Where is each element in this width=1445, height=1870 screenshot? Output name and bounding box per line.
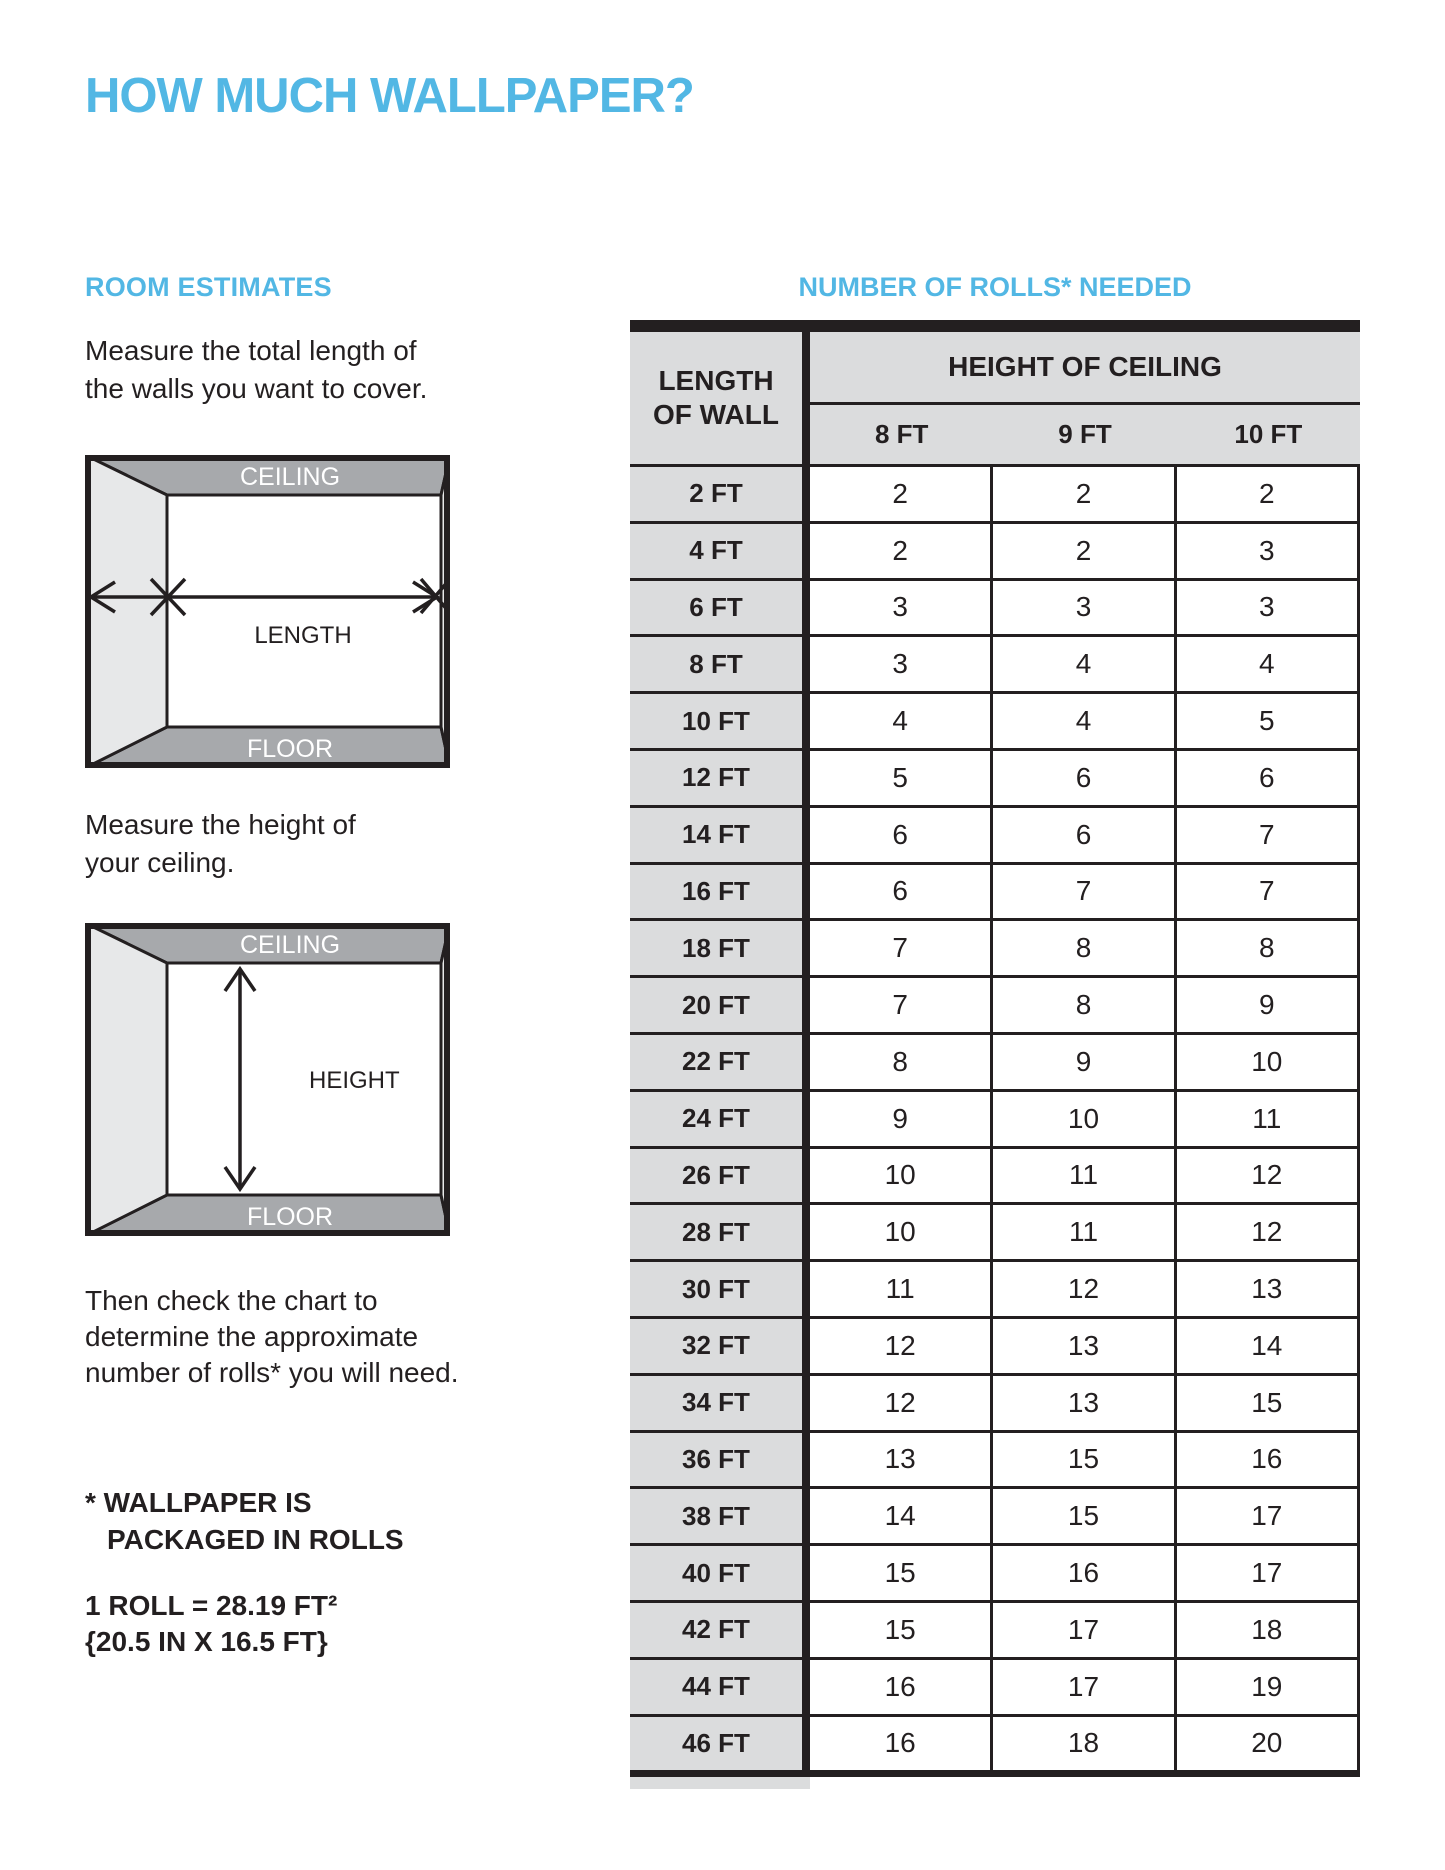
cell-10ft: 5 bbox=[1177, 694, 1360, 748]
cell-8ft: 2 bbox=[810, 524, 993, 578]
height-of-ceiling-header bbox=[810, 332, 1360, 464]
column-header-8ft: 8 FT bbox=[874, 419, 929, 449]
length-of-wall-line: LENGTH bbox=[658, 365, 774, 396]
cell-9ft: 8 bbox=[993, 921, 1176, 975]
table-header bbox=[630, 332, 1360, 464]
row-label: 10 FT bbox=[630, 694, 810, 748]
column-header-10ft: 10 FT bbox=[1234, 419, 1303, 449]
table-row bbox=[630, 1316, 1360, 1373]
cell-9ft: 12 bbox=[993, 1262, 1176, 1316]
cell-8ft: 13 bbox=[810, 1433, 993, 1487]
table-row bbox=[630, 918, 1360, 975]
table-row bbox=[630, 1543, 1360, 1600]
table-row bbox=[630, 1202, 1360, 1259]
table-row bbox=[630, 1600, 1360, 1657]
cell-8ft: 15 bbox=[810, 1603, 993, 1657]
cell-9ft: 13 bbox=[993, 1376, 1176, 1430]
rolls-footnote bbox=[85, 1484, 404, 1558]
cell-9ft: 17 bbox=[993, 1660, 1176, 1714]
table-row bbox=[630, 578, 1360, 635]
cell-9ft: 13 bbox=[993, 1319, 1176, 1373]
instruction-line: number of rolls* you will need. bbox=[85, 1357, 459, 1388]
cell-10ft: 7 bbox=[1177, 865, 1360, 919]
cell-9ft: 11 bbox=[993, 1149, 1176, 1203]
cell-8ft: 14 bbox=[810, 1489, 993, 1543]
ceiling-label: CEILING bbox=[239, 463, 341, 491]
cell-8ft: 11 bbox=[810, 1262, 993, 1316]
table-row bbox=[630, 521, 1360, 578]
cell-8ft: 5 bbox=[810, 751, 993, 805]
table-gray-tab bbox=[630, 1777, 810, 1789]
row-label: 22 FT bbox=[630, 1035, 810, 1089]
row-label: 42 FT bbox=[630, 1603, 810, 1657]
height-of-ceiling-label: HEIGHT OF CEILING bbox=[810, 332, 1360, 405]
column-header-9ft: 9 FT bbox=[1058, 419, 1112, 449]
table-row bbox=[630, 862, 1360, 919]
cell-9ft: 6 bbox=[993, 808, 1176, 862]
room-length-diagram bbox=[85, 455, 450, 768]
cell-8ft: 7 bbox=[810, 978, 993, 1032]
cell-9ft: 15 bbox=[993, 1489, 1176, 1543]
table-body bbox=[630, 464, 1360, 1770]
cell-10ft: 15 bbox=[1177, 1376, 1360, 1430]
cell-8ft: 12 bbox=[810, 1376, 993, 1430]
table-row bbox=[630, 1089, 1360, 1146]
cell-9ft: 17 bbox=[993, 1603, 1176, 1657]
cell-9ft: 2 bbox=[993, 467, 1176, 521]
table-row bbox=[630, 1657, 1360, 1714]
table-row bbox=[630, 634, 1360, 691]
instruction-line: Measure the height of bbox=[85, 809, 356, 840]
table-row bbox=[630, 464, 1360, 521]
table-row bbox=[630, 1373, 1360, 1430]
cell-8ft: 3 bbox=[810, 637, 993, 691]
cell-8ft: 12 bbox=[810, 1319, 993, 1373]
length-of-wall-header bbox=[630, 332, 810, 464]
cell-8ft: 9 bbox=[810, 1092, 993, 1146]
cell-8ft: 16 bbox=[810, 1660, 993, 1714]
cell-9ft: 8 bbox=[993, 978, 1176, 1032]
row-label: 28 FT bbox=[630, 1205, 810, 1259]
table-top-bar bbox=[630, 320, 1360, 332]
table-row bbox=[630, 1430, 1360, 1487]
cell-10ft: 20 bbox=[1177, 1717, 1360, 1771]
cell-9ft: 15 bbox=[993, 1433, 1176, 1487]
cell-9ft: 4 bbox=[993, 637, 1176, 691]
row-label: 2 FT bbox=[630, 467, 810, 521]
cell-9ft: 7 bbox=[993, 865, 1176, 919]
ceiling-columns bbox=[810, 405, 1360, 464]
roll-size-line: {20.5 IN X 16.5 FT} bbox=[85, 1626, 328, 1657]
cell-10ft: 14 bbox=[1177, 1319, 1360, 1373]
cell-10ft: 13 bbox=[1177, 1262, 1360, 1316]
table-row bbox=[630, 748, 1360, 805]
length-label: LENGTH bbox=[254, 622, 352, 649]
cell-10ft: 2 bbox=[1177, 467, 1360, 521]
room-height-diagram bbox=[85, 923, 450, 1236]
cell-10ft: 12 bbox=[1177, 1205, 1360, 1259]
cell-9ft: 2 bbox=[993, 524, 1176, 578]
row-label: 8 FT bbox=[630, 637, 810, 691]
instruction-line: Then check the chart to bbox=[85, 1285, 378, 1316]
left-wall bbox=[85, 923, 167, 1236]
page-title: HOW MUCH WALLPAPER? bbox=[85, 69, 694, 123]
cell-10ft: 9 bbox=[1177, 978, 1360, 1032]
cell-9ft: 3 bbox=[993, 581, 1176, 635]
row-label: 32 FT bbox=[630, 1319, 810, 1373]
cell-8ft: 2 bbox=[810, 467, 993, 521]
cell-8ft: 16 bbox=[810, 1717, 993, 1771]
instruction-line: determine the approximate bbox=[85, 1321, 419, 1352]
row-label: 20 FT bbox=[630, 978, 810, 1032]
row-label: 34 FT bbox=[630, 1376, 810, 1430]
row-label: 18 FT bbox=[630, 921, 810, 975]
room-estimates-heading: ROOM ESTIMATES bbox=[85, 272, 332, 302]
row-label: 14 FT bbox=[630, 808, 810, 862]
instruction-line: Measure the total length of bbox=[85, 335, 417, 366]
row-label: 4 FT bbox=[630, 524, 810, 578]
roll-size-line: 1 ROLL = 28.19 FT² bbox=[85, 1590, 338, 1621]
row-label: 24 FT bbox=[630, 1092, 810, 1146]
table-row bbox=[630, 691, 1360, 748]
cell-9ft: 10 bbox=[993, 1092, 1176, 1146]
row-label: 40 FT bbox=[630, 1546, 810, 1600]
cell-10ft: 11 bbox=[1177, 1092, 1360, 1146]
cell-9ft: 6 bbox=[993, 751, 1176, 805]
footnote-line: * WALLPAPER IS bbox=[85, 1487, 312, 1518]
cell-8ft: 6 bbox=[810, 808, 993, 862]
back-wall bbox=[167, 495, 441, 727]
cell-8ft: 6 bbox=[810, 865, 993, 919]
row-label: 12 FT bbox=[630, 751, 810, 805]
row-label: 38 FT bbox=[630, 1489, 810, 1543]
cell-9ft: 9 bbox=[993, 1035, 1176, 1089]
cell-10ft: 7 bbox=[1177, 808, 1360, 862]
row-label: 26 FT bbox=[630, 1149, 810, 1203]
table-bottom-bar bbox=[630, 1770, 1360, 1777]
instruction-measure-height bbox=[85, 806, 356, 882]
cell-9ft: 18 bbox=[993, 1717, 1176, 1771]
rolls-needed-heading: NUMBER OF ROLLS* NEEDED bbox=[798, 272, 1192, 302]
rolls-table bbox=[630, 320, 1360, 1789]
table-row bbox=[630, 1259, 1360, 1316]
cell-10ft: 18 bbox=[1177, 1603, 1360, 1657]
cell-8ft: 15 bbox=[810, 1546, 993, 1600]
cell-8ft: 10 bbox=[810, 1149, 993, 1203]
row-label: 6 FT bbox=[630, 581, 810, 635]
cell-10ft: 12 bbox=[1177, 1149, 1360, 1203]
instruction-line: the walls you want to cover. bbox=[85, 373, 428, 404]
floor-label: FLOOR bbox=[246, 735, 334, 763]
row-label: 36 FT bbox=[630, 1433, 810, 1487]
cell-9ft: 16 bbox=[993, 1546, 1176, 1600]
floor-label: FLOOR bbox=[246, 1203, 334, 1231]
cell-9ft: 11 bbox=[993, 1205, 1176, 1259]
footnote-line: PACKAGED IN ROLLS bbox=[107, 1524, 404, 1555]
cell-9ft: 4 bbox=[993, 694, 1176, 748]
table-row bbox=[630, 1714, 1360, 1771]
cell-10ft: 17 bbox=[1177, 1546, 1360, 1600]
height-label: HEIGHT bbox=[309, 1067, 400, 1094]
table-row bbox=[630, 1146, 1360, 1203]
cell-10ft: 16 bbox=[1177, 1433, 1360, 1487]
cell-10ft: 17 bbox=[1177, 1489, 1360, 1543]
cell-10ft: 3 bbox=[1177, 581, 1360, 635]
instruction-check-chart bbox=[85, 1283, 459, 1391]
table-row bbox=[630, 1486, 1360, 1543]
cell-10ft: 4 bbox=[1177, 637, 1360, 691]
instruction-measure-length bbox=[85, 332, 427, 408]
cell-8ft: 10 bbox=[810, 1205, 993, 1259]
ceiling-label: CEILING bbox=[239, 931, 341, 959]
cell-8ft: 4 bbox=[810, 694, 993, 748]
row-label: 30 FT bbox=[630, 1262, 810, 1316]
instruction-line: your ceiling. bbox=[85, 847, 235, 878]
back-wall bbox=[167, 963, 441, 1195]
cell-10ft: 19 bbox=[1177, 1660, 1360, 1714]
cell-8ft: 8 bbox=[810, 1035, 993, 1089]
cell-8ft: 7 bbox=[810, 921, 993, 975]
table-row bbox=[630, 805, 1360, 862]
cell-10ft: 3 bbox=[1177, 524, 1360, 578]
roll-size-info bbox=[85, 1588, 337, 1660]
row-label: 46 FT bbox=[630, 1717, 810, 1771]
cell-10ft: 6 bbox=[1177, 751, 1360, 805]
row-label: 44 FT bbox=[630, 1660, 810, 1714]
row-label: 16 FT bbox=[630, 865, 810, 919]
cell-8ft: 3 bbox=[810, 581, 993, 635]
cell-10ft: 8 bbox=[1177, 921, 1360, 975]
cell-10ft: 10 bbox=[1177, 1035, 1360, 1089]
table-row bbox=[630, 975, 1360, 1032]
length-of-wall-line: OF WALL bbox=[653, 399, 779, 430]
table-row bbox=[630, 1032, 1360, 1089]
